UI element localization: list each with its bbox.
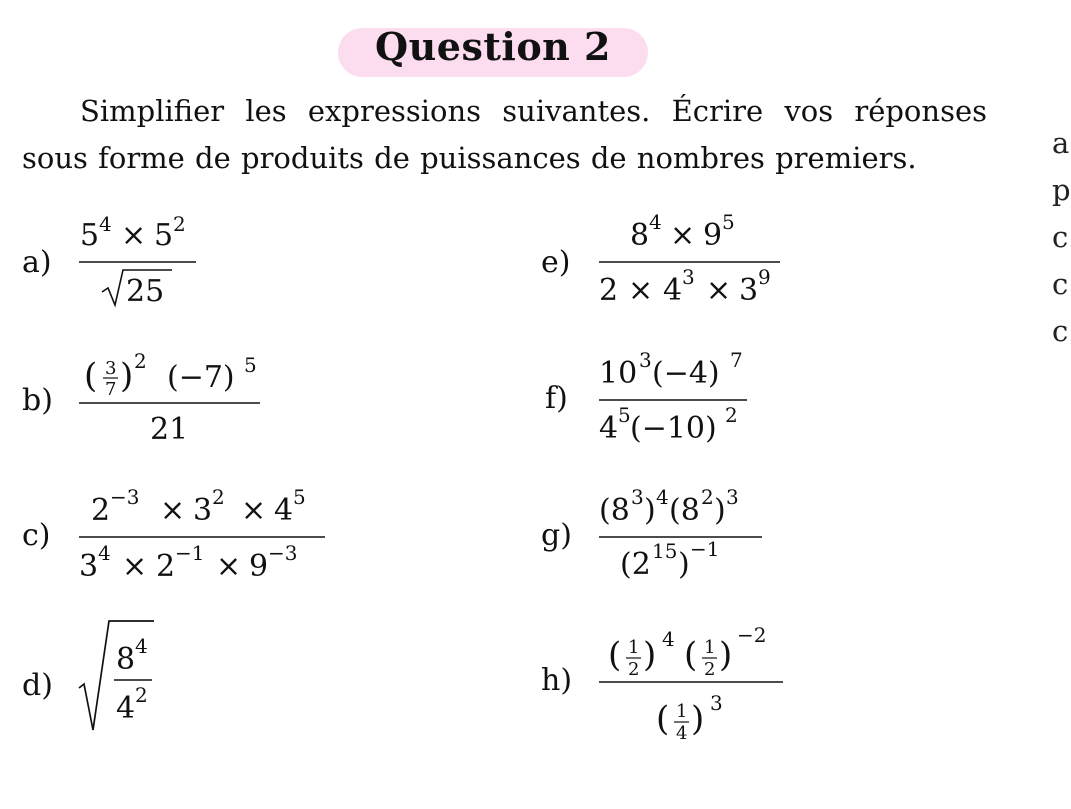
exercise-f-expression (596, 345, 766, 449)
svg-text:2: 2 (156, 549, 176, 584)
svg-text:(−4): (−4) (652, 356, 720, 391)
svg-text:−1: −1 (690, 537, 720, 561)
svg-text:1: 1 (676, 701, 688, 722)
instructions-text: Simplifier les expressions suivantes. Écrire vos réponses sous forme de produits de puissances de nombres premiers. (22, 94, 987, 175)
svg-text:3: 3 (710, 691, 723, 715)
question-title: Question 2 (375, 24, 611, 69)
svg-text:4: 4 (599, 411, 619, 446)
svg-text:3: 3 (682, 265, 695, 289)
exercise-d-expression (76, 612, 166, 742)
svg-text:(: ( (684, 635, 698, 675)
exercise-b-expression (76, 345, 276, 449)
svg-text:): ) (691, 699, 705, 739)
svg-text:4: 4 (649, 210, 662, 234)
svg-text:25: 25 (126, 274, 165, 309)
exercise-a-expression (76, 208, 206, 312)
svg-text:2: 2 (725, 403, 738, 427)
svg-text:4: 4 (676, 723, 688, 744)
svg-text:15: 15 (652, 539, 678, 563)
svg-text:8: 8 (116, 642, 136, 677)
svg-text:7: 7 (730, 348, 743, 372)
svg-text:3: 3 (79, 549, 99, 584)
svg-text:5: 5 (154, 218, 174, 253)
svg-text:(8: (8 (599, 493, 630, 528)
svg-text:7: 7 (105, 379, 117, 400)
svg-text:4: 4 (135, 634, 148, 658)
svg-text:3: 3 (739, 273, 759, 308)
svg-text:10: 10 (599, 356, 638, 391)
svg-text:9: 9 (249, 549, 269, 584)
svg-text:(: ( (608, 635, 622, 675)
svg-text:3: 3 (105, 358, 117, 379)
svg-text:3: 3 (639, 348, 652, 372)
svg-text:2: 2 (134, 349, 147, 373)
svg-text:−1: −1 (175, 541, 205, 565)
svg-text:2: 2 (704, 659, 716, 680)
svg-text:9: 9 (758, 265, 771, 289)
svg-text:5: 5 (293, 485, 306, 509)
svg-text:5: 5 (722, 210, 735, 234)
exercise-f-label: f) (545, 381, 568, 416)
svg-text:(−7): (−7) (167, 360, 235, 395)
svg-text:3: 3 (193, 493, 213, 528)
exercise-c-expression (76, 482, 336, 586)
exercise-h-label: h) (541, 663, 573, 698)
svg-text:1: 1 (704, 637, 716, 658)
svg-text:−2: −2 (737, 623, 767, 647)
exercise-e-label: e) (541, 245, 571, 280)
svg-text:): ) (714, 493, 726, 528)
svg-text:4: 4 (663, 273, 683, 308)
svg-text:4: 4 (662, 627, 675, 651)
svg-text:): ) (643, 635, 657, 675)
svg-text:×: × (121, 218, 147, 253)
svg-text:−3: −3 (268, 541, 298, 565)
svg-text:(2: (2 (620, 547, 651, 582)
exercise-a-label: a) (22, 245, 52, 280)
svg-text:): ) (644, 493, 656, 528)
svg-text:8: 8 (630, 218, 650, 253)
exercise-c-label: c) (22, 518, 51, 553)
svg-text:): ) (719, 635, 733, 675)
svg-text:×: × (122, 549, 148, 584)
exercise-b-label: b) (22, 383, 53, 418)
svg-text:(: ( (84, 356, 98, 396)
svg-text:2: 2 (701, 485, 714, 509)
svg-text:×: × (160, 493, 186, 528)
svg-text:4: 4 (99, 212, 112, 236)
svg-text:(8: (8 (669, 493, 700, 528)
exercise-g-expression (596, 482, 776, 586)
svg-text:3: 3 (631, 485, 644, 509)
svg-text:2: 2 (91, 493, 111, 528)
svg-text:2: 2 (135, 683, 148, 707)
svg-text:): ) (120, 356, 134, 396)
svg-text:5: 5 (244, 353, 257, 377)
svg-text:4: 4 (98, 541, 111, 565)
svg-text:(−10): (−10) (630, 411, 717, 446)
svg-text:2: 2 (173, 212, 186, 236)
svg-text:2: 2 (628, 659, 640, 680)
svg-text:4: 4 (656, 485, 669, 509)
svg-text:×: × (628, 273, 654, 308)
exercise-g-label: g) (541, 518, 572, 553)
svg-text:2: 2 (599, 273, 619, 308)
svg-text:2: 2 (212, 485, 225, 509)
svg-text:9: 9 (703, 218, 723, 253)
svg-text:×: × (706, 273, 732, 308)
svg-text:×: × (216, 549, 242, 584)
svg-text:×: × (670, 218, 696, 253)
svg-text:1: 1 (628, 637, 640, 658)
exercise-d-label: d) (22, 668, 53, 703)
svg-text:21: 21 (150, 412, 189, 447)
svg-text:): ) (678, 547, 690, 582)
clipped-right-column: a p c c c (1052, 126, 1071, 348)
svg-text:5: 5 (80, 218, 100, 253)
svg-text:(: ( (656, 699, 670, 739)
exercise-e-expression (596, 208, 796, 312)
svg-text:5: 5 (618, 403, 631, 427)
svg-text:−3: −3 (110, 485, 140, 509)
svg-text:3: 3 (726, 485, 739, 509)
svg-text:4: 4 (274, 493, 294, 528)
svg-text:4: 4 (116, 691, 136, 726)
svg-text:×: × (241, 493, 267, 528)
exercise-h-expression (596, 618, 796, 748)
